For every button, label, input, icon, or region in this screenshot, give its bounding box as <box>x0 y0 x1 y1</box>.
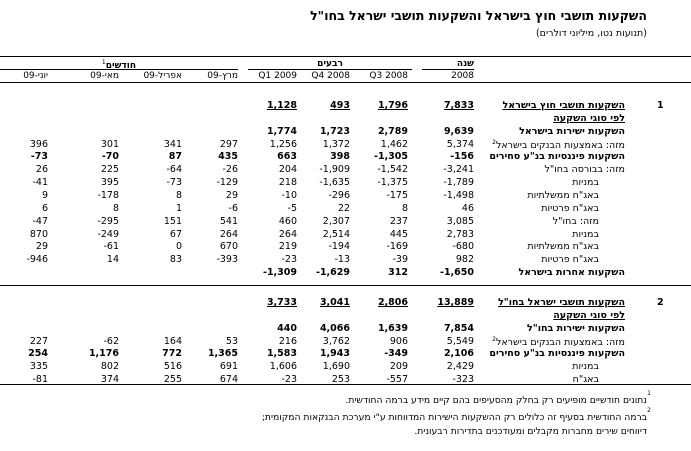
column-header: יוני-09 <box>23 71 48 81</box>
section-separator <box>0 285 691 286</box>
row-label <box>572 229 599 240</box>
row-label-text: לפי סוגי השקעה <box>553 309 625 321</box>
table-cell: 670 <box>219 241 238 253</box>
table-cell: 516 <box>163 361 182 373</box>
table-cell: -557 <box>386 374 408 386</box>
table-cell: -295 <box>97 215 119 227</box>
section-number: 2 <box>657 297 664 308</box>
row-label <box>544 164 625 175</box>
table-cell: 2,783 <box>446 228 474 240</box>
table-cell: 1 <box>175 202 182 214</box>
table-cell: 440 <box>277 322 297 334</box>
row-label-text: מזה: בחו"ל <box>552 215 599 227</box>
table-cell: -62 <box>103 335 119 347</box>
table-cell: 1,583 <box>266 348 297 360</box>
table-cell: 1,774 <box>266 125 297 137</box>
table-cell: -349 <box>384 348 408 360</box>
row-label <box>492 336 625 348</box>
table-cell: 1,796 <box>377 100 408 111</box>
row-label <box>492 139 625 151</box>
row-label-text: באג"ח ממשלתיות <box>527 189 599 201</box>
table-cell: 209 <box>389 361 408 373</box>
table-cell: 2,307 <box>322 215 350 227</box>
table-cell: 6 <box>41 202 48 214</box>
table-cell: -73 <box>166 177 182 189</box>
row-label-text: לפי סוגי השקעה <box>553 112 625 124</box>
table-cell: 1,639 <box>377 322 408 334</box>
row-label <box>498 297 625 308</box>
table-cell: 219 <box>278 241 297 253</box>
table-cell: 297 <box>219 138 238 150</box>
row-label-text: במניות <box>572 228 599 240</box>
table-cell: 1,943 <box>319 348 350 360</box>
table-cell: -23 <box>281 254 297 266</box>
table-cell: -81 <box>32 374 48 386</box>
row-label-text: השקעות תושבי חוץ בישראל <box>502 100 625 111</box>
column-header: מרץ-09 <box>207 71 238 81</box>
row-label-text: באג"ח פרטיות <box>541 202 599 214</box>
table-cell: 83 <box>169 254 182 266</box>
table-cell: 151 <box>163 215 182 227</box>
table-cell: 264 <box>219 228 238 240</box>
table-cell: 374 <box>100 374 119 386</box>
row-label-text: מזה: באמצעות הבנקים בישראל <box>495 336 625 348</box>
table-cell: 1,606 <box>269 361 297 373</box>
table-cell: 9,639 <box>443 125 474 137</box>
table-cell: -1,650 <box>440 267 474 279</box>
table-cell: -194 <box>328 241 350 253</box>
table-cell: 2,429 <box>446 361 474 373</box>
table-cell: 1,176 <box>88 348 119 360</box>
table-cell: -178 <box>97 189 119 201</box>
table-cell: 164 <box>163 335 182 347</box>
table-cell: 1,128 <box>266 100 297 111</box>
row-label <box>541 254 599 265</box>
table-cell: 802 <box>100 361 119 373</box>
footnote-number: 2 <box>647 407 651 414</box>
table-cell: -323 <box>452 374 474 386</box>
table-cell: -39 <box>392 254 408 266</box>
table-cell: 7,833 <box>443 100 474 111</box>
table-cell: -249 <box>97 228 119 240</box>
table-cell: -26 <box>222 164 238 176</box>
table-cell: 398 <box>330 151 350 163</box>
table-cell: -47 <box>32 215 48 227</box>
table-cell: -3,241 <box>443 164 474 176</box>
footnote-text: נתונים חודשיים מופיעים רק בחלק מהסעיפים בהם קיים מידע ברמה החודשית. <box>345 395 647 406</box>
table-cell: 204 <box>278 164 297 176</box>
table-cell: -5 <box>287 202 297 214</box>
table-cell: 264 <box>278 228 297 240</box>
table-cell: -129 <box>216 177 238 189</box>
table-cell: 982 <box>455 254 474 266</box>
table-cell: 46 <box>461 202 474 214</box>
table-cell: -156 <box>450 151 474 163</box>
months-group-header <box>0 59 238 71</box>
row-label-text: השקעות פיננסיות בנ"ע סחירים <box>489 348 625 360</box>
row-label <box>527 190 599 201</box>
table-cell: 1,372 <box>322 138 350 150</box>
table-cell: -1,498 <box>443 189 474 201</box>
table-cell: 341 <box>163 138 182 150</box>
table-cell: -1,305 <box>374 151 408 163</box>
table-cell: 1,256 <box>269 138 297 150</box>
table-cell: 227 <box>29 335 48 347</box>
table-cell: 13,889 <box>437 297 474 308</box>
table-cell: -1,909 <box>319 164 350 176</box>
footnote-mark: 2 <box>492 335 496 343</box>
quarters-group-header: רבעים <box>317 59 343 69</box>
table-cell: 4,066 <box>319 322 350 334</box>
table-cell: 663 <box>277 151 297 163</box>
table-cell: -1,629 <box>316 267 350 279</box>
table-cell: 5,374 <box>446 138 474 150</box>
table-cell: 395 <box>100 177 119 189</box>
table-cell: -13 <box>334 254 350 266</box>
table-cell: 772 <box>162 348 182 360</box>
table-cell: 870 <box>29 228 48 240</box>
table-cell: -1,789 <box>443 177 474 189</box>
table-cell: 2,514 <box>322 228 350 240</box>
footnote-mark: 2 <box>492 138 496 146</box>
row-label-text: השקעות תושבי ישראל בחו"ל <box>498 297 625 308</box>
table-cell: 493 <box>330 100 350 111</box>
table-cell: 1,723 <box>319 125 350 137</box>
table-cell: 53 <box>225 335 238 347</box>
row-label <box>519 126 625 137</box>
table-cell: 26 <box>35 164 48 176</box>
row-label <box>572 361 599 372</box>
table-cell: 5,549 <box>446 335 474 347</box>
table-cell: 2,806 <box>377 297 408 308</box>
table-cell: 8 <box>401 202 408 214</box>
table-cell: 67 <box>169 228 182 240</box>
table-cell: 1,365 <box>207 348 238 360</box>
column-header: מאי-09 <box>90 71 119 81</box>
row-label-text: במניות <box>572 177 599 189</box>
months-group-label: חודשים <box>105 61 137 71</box>
table-cell: -946 <box>26 254 48 266</box>
page-title: השקעות תושבי חוץ בישראל והשקעות תושבי ישראל בחו"ל <box>310 8 647 23</box>
table-cell: -296 <box>328 189 350 201</box>
column-header: Q1 2009 <box>258 71 297 81</box>
table-cell: 255 <box>163 374 182 386</box>
row-label-text: מזה: בבורסה בחו"ל <box>544 164 625 176</box>
table-cell: 312 <box>388 267 408 279</box>
table-cell: 29 <box>225 189 238 201</box>
table-cell: -169 <box>386 241 408 253</box>
table-cell: 3,041 <box>319 297 350 308</box>
table-cell: 2,106 <box>443 348 474 360</box>
table-cell: 301 <box>100 138 119 150</box>
row-label-text: השקעות פיננסיות בנ"ע סחירים <box>489 151 625 163</box>
row-label <box>527 241 599 252</box>
column-header: 2008 <box>451 71 474 81</box>
table-cell: 2,789 <box>377 125 408 137</box>
table-cell: 3,733 <box>266 297 297 308</box>
row-label <box>553 113 625 124</box>
table-cell: 237 <box>389 215 408 227</box>
table-cell: 218 <box>278 177 297 189</box>
table-cell: 1,462 <box>380 138 408 150</box>
row-label <box>553 216 599 227</box>
row-label <box>502 100 625 111</box>
table-cell: 3,762 <box>322 335 350 347</box>
row-label <box>541 203 599 214</box>
table-cell: 87 <box>168 151 182 163</box>
table-cell: 460 <box>278 215 297 227</box>
table-cell: 8 <box>175 189 182 201</box>
table-cell: -41 <box>32 177 48 189</box>
table-cell: 396 <box>29 138 48 150</box>
table-cell: 22 <box>337 202 350 214</box>
table-cell: -70 <box>101 151 119 163</box>
row-label-text: השקעות ישירות בחו"ל <box>527 322 625 334</box>
table-cell: -1,309 <box>263 267 297 279</box>
row-label <box>527 323 625 334</box>
table-cell: 435 <box>218 151 238 163</box>
row-label-text: השקעות אחרות בישראל <box>518 267 625 279</box>
table-cell: 9 <box>41 189 48 201</box>
row-label-text: באג"ח פרטיות <box>541 254 599 266</box>
row-label <box>572 177 599 188</box>
months-group-footnote-mark: 1 <box>101 59 106 66</box>
column-header: אפריל-09 <box>143 71 182 81</box>
table-cell: -1,375 <box>377 177 408 189</box>
footnote-text: דיווחים שירים מחברות מקבלים ומעודכנים בתדירות רבעונית. <box>414 426 647 437</box>
table-cell: -10 <box>281 189 297 201</box>
table-cell: 225 <box>100 164 119 176</box>
row-label-text: השקעות ישירות בישראל <box>519 125 625 137</box>
row-label <box>553 310 625 321</box>
row-label <box>489 348 625 359</box>
table-cell: 3,085 <box>446 215 474 227</box>
table-cell: 253 <box>331 374 350 386</box>
table-cell: 674 <box>219 374 238 386</box>
table-cell: 14 <box>106 254 119 266</box>
row-label <box>489 151 625 162</box>
row-label <box>518 267 625 278</box>
table-cell: -6 <box>228 202 238 214</box>
top-rule <box>0 56 691 57</box>
table-cell: 445 <box>389 228 408 240</box>
footnote-number: 1 <box>647 390 651 397</box>
row-label-text: באג"ח <box>572 374 599 386</box>
row-label-text: באג"ח ממשלתיות <box>527 241 599 253</box>
table-cell: 7,854 <box>443 322 474 334</box>
table-cell: -61 <box>103 241 119 253</box>
table-cell: -1,542 <box>377 164 408 176</box>
table-cell: -64 <box>166 164 182 176</box>
table-cell: 1,690 <box>322 361 350 373</box>
table-cell: -393 <box>216 254 238 266</box>
table-cell: -73 <box>30 151 48 163</box>
table-cell: 254 <box>28 348 48 360</box>
table-cell: 906 <box>389 335 408 347</box>
table-cell: 691 <box>219 361 238 373</box>
quarters-group-rule <box>248 69 412 70</box>
table-cell: 29 <box>35 241 48 253</box>
table-cell: -23 <box>281 374 297 386</box>
column-header: Q3 2008 <box>369 71 408 81</box>
table-cell: 541 <box>219 215 238 227</box>
footnote-text: ברמה החודשית בסעיף זה כלולים רק ההשקעות הישירות המדווחות ע"י מערכת הבנקאות המקומית; <box>261 412 647 423</box>
column-header: Q4 2008 <box>311 71 350 81</box>
table-cell: 335 <box>29 361 48 373</box>
year-group-rule <box>422 69 474 70</box>
table-cell: -680 <box>452 241 474 253</box>
page-subtitle: (תנועות נטו, מיליוני דולרים) <box>535 28 647 39</box>
year-group-header: שנה <box>456 59 474 69</box>
table-cell: 8 <box>112 202 119 214</box>
table-cell: -175 <box>386 189 408 201</box>
header-bottom-rule <box>0 82 691 83</box>
row-label-text: במניות <box>572 361 599 373</box>
row-label-text: מזה: באמצעות הבנקים בישראל <box>495 139 625 151</box>
section-number: 1 <box>657 100 664 111</box>
table-cell: 216 <box>278 335 297 347</box>
table-cell: -1,635 <box>319 177 350 189</box>
bottom-rule <box>0 384 691 385</box>
table-cell: 0 <box>175 241 182 253</box>
